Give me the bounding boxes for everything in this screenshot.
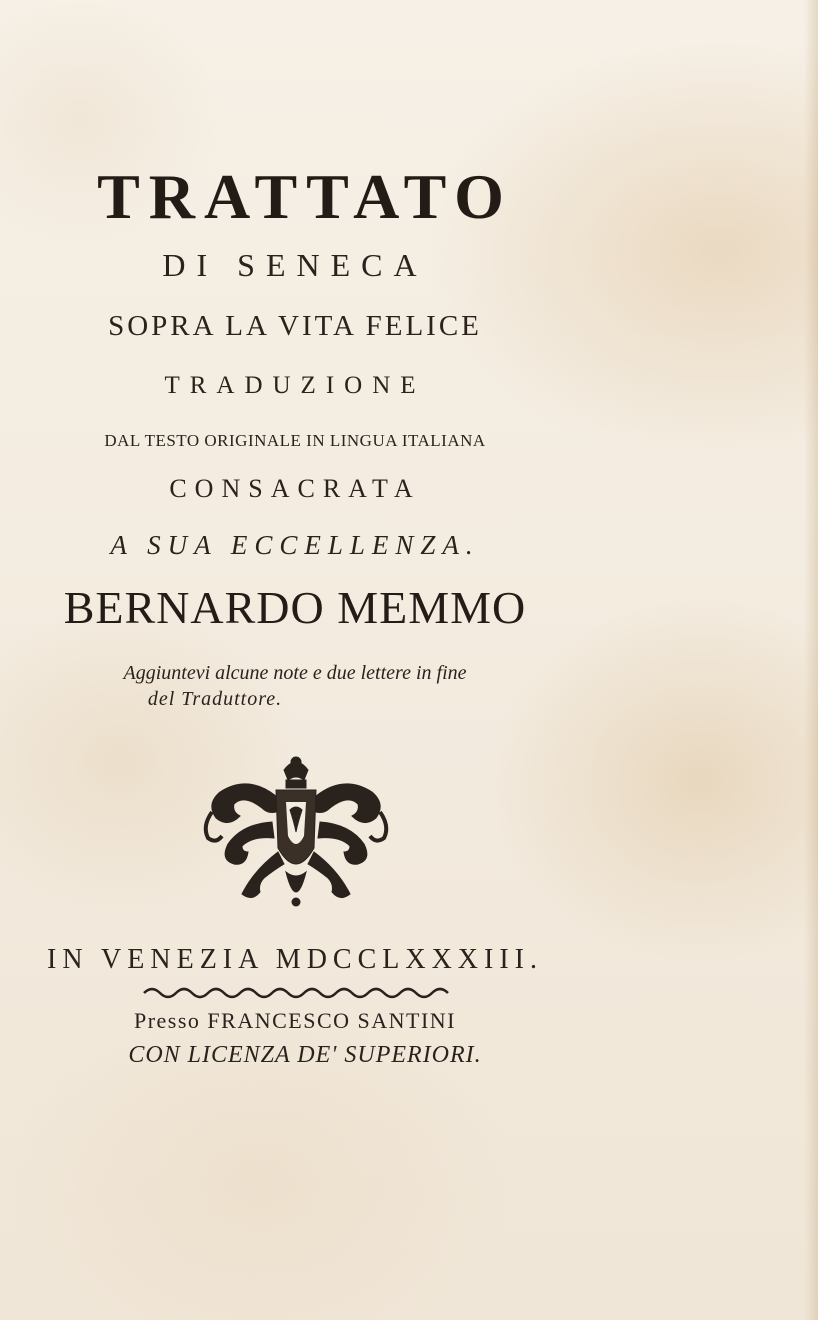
page-edge bbox=[804, 0, 818, 1320]
imprint-place-date: IN VENEZIA MDCCLXXXIII. bbox=[47, 944, 543, 975]
printers-ornament-icon bbox=[198, 752, 394, 912]
note-line-1: Aggiuntevi alcune note e due lettere in fine bbox=[123, 662, 467, 684]
subject-line: SOPRA LA VITA FELICE bbox=[108, 310, 482, 342]
imprint-license: CON LICENZA DE' SUPERIORI. bbox=[128, 1042, 482, 1068]
source-line: DAL TESTO ORIGINALE IN LINGUA ITALIANA bbox=[104, 431, 486, 450]
imprint-printer: Presso FRANCESCO SANTINI bbox=[133, 1008, 457, 1033]
honorific-line: A SUA ECCELLENZA. bbox=[110, 530, 480, 560]
author-line: DI SENECA bbox=[162, 247, 428, 283]
dedicatee-line: BERNARDO MEMMO bbox=[63, 582, 527, 633]
ornamental-rule-icon bbox=[140, 985, 460, 1001]
book-title: TRATTATO bbox=[97, 161, 513, 232]
translation-line: TRADUZIONE bbox=[164, 372, 426, 399]
note-line-2: del Traduttore. bbox=[147, 688, 283, 710]
dedication-line: CONSACRATA bbox=[169, 474, 421, 503]
